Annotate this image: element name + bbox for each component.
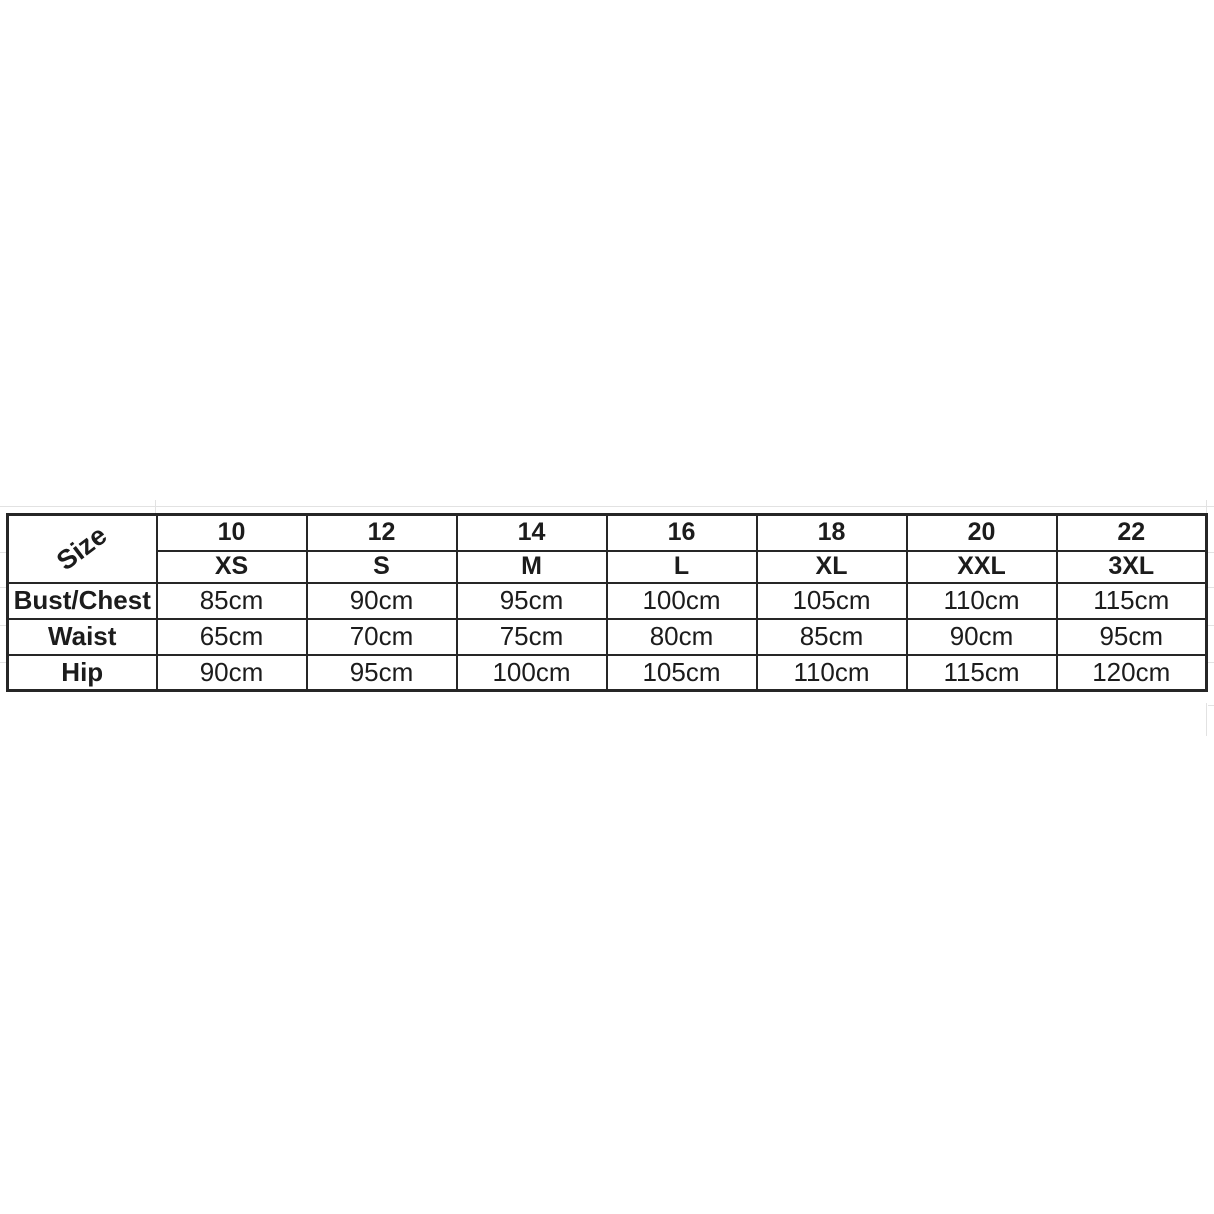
gridline-stub bbox=[0, 506, 1214, 507]
measurement-cell: 85cm bbox=[157, 583, 307, 619]
size-number-cell: 20 bbox=[907, 515, 1057, 551]
gridline-stub bbox=[155, 500, 156, 513]
size-corner-label: Size bbox=[51, 520, 113, 577]
measurement-cell: 90cm bbox=[157, 655, 307, 691]
measurement-cell: 110cm bbox=[907, 583, 1057, 619]
gridline-stub bbox=[1208, 587, 1214, 588]
measurement-cell: 120cm bbox=[1057, 655, 1207, 691]
gridline-stub bbox=[1206, 500, 1207, 513]
size-letter-cell: XXL bbox=[907, 551, 1057, 583]
measurement-cell: 105cm bbox=[607, 655, 757, 691]
size-numbers-row bbox=[8, 515, 1207, 551]
size-number-cell: 18 bbox=[757, 515, 907, 551]
size-number-cell: 14 bbox=[457, 515, 607, 551]
row-label: Hip bbox=[8, 655, 157, 691]
size-letter-cell: S bbox=[307, 551, 457, 583]
measurement-cell: 90cm bbox=[307, 583, 457, 619]
size-letters-row bbox=[8, 551, 1207, 583]
measurement-cell: 115cm bbox=[907, 655, 1057, 691]
measurement-cell: 100cm bbox=[607, 583, 757, 619]
measurement-cell: 105cm bbox=[757, 583, 907, 619]
row-label: Bust/Chest bbox=[8, 583, 157, 619]
gridline-stub bbox=[1208, 552, 1214, 553]
row-label: Waist bbox=[8, 619, 157, 655]
size-letter-cell: L bbox=[607, 551, 757, 583]
measurement-cell: 85cm bbox=[757, 619, 907, 655]
measurement-cell: 95cm bbox=[1057, 619, 1207, 655]
size-letter-cell: XL bbox=[757, 551, 907, 583]
size-number-cell: 16 bbox=[607, 515, 757, 551]
size-letter-cell: M bbox=[457, 551, 607, 583]
size-number-cell: 10 bbox=[157, 515, 307, 551]
corner-cell bbox=[8, 515, 157, 583]
measurement-cell: 65cm bbox=[157, 619, 307, 655]
measurement-cell: 95cm bbox=[307, 655, 457, 691]
measurement-cell: 80cm bbox=[607, 619, 757, 655]
measurement-cell: 75cm bbox=[457, 619, 607, 655]
gridline-stub bbox=[1208, 705, 1214, 706]
waist-row bbox=[8, 619, 1207, 655]
size-number-cell: 22 bbox=[1057, 515, 1207, 551]
measurement-cell: 70cm bbox=[307, 619, 457, 655]
measurement-cell: 90cm bbox=[907, 619, 1057, 655]
size-number-cell: 12 bbox=[307, 515, 457, 551]
measurement-cell: 100cm bbox=[457, 655, 607, 691]
measurement-cell: 115cm bbox=[1057, 583, 1207, 619]
gridline-stub bbox=[1208, 662, 1214, 663]
measurement-cell: 110cm bbox=[757, 655, 907, 691]
bust-chest-row bbox=[8, 583, 1207, 619]
size-letter-cell: XS bbox=[157, 551, 307, 583]
gridline-stub bbox=[1208, 625, 1214, 626]
size-chart-table bbox=[6, 513, 1208, 692]
gridline-stub bbox=[1206, 703, 1207, 736]
size-letter-cell: 3XL bbox=[1057, 551, 1207, 583]
measurement-cell: 95cm bbox=[457, 583, 607, 619]
hip-row bbox=[8, 655, 1207, 691]
